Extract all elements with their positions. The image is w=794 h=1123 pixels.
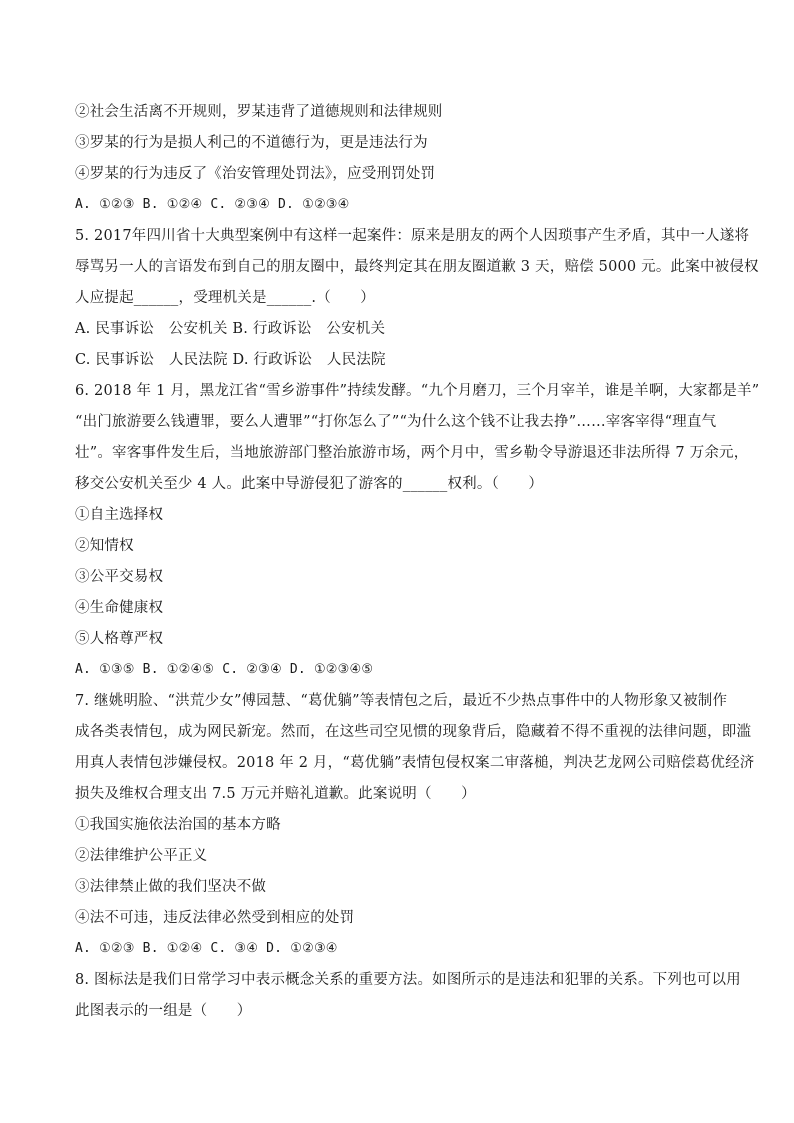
question-5-line-3: 人应提起______，受理机关是______.（ ）	[75, 290, 376, 306]
question-7-line-4: 损失及维权合理支出 7.5 万元并赔礼道歉。此案说明（ ）	[75, 786, 476, 802]
answer-options-q4: A. ①②③ B. ①②④ C. ②③④ D. ①②③④	[75, 197, 350, 212]
question-6-line-2: “出门旅游要么钱遭罪，要么人遭罪”“打你怎么了”“为什么这个钱不让我去挣”……宰客宰得“理直气	[75, 414, 717, 430]
answer-options-q5-ab: A. 民事诉讼 公安机关 B. 行政诉讼 公安机关	[75, 321, 386, 337]
question-8-line-2: 此图表示的一组是（ ）	[75, 1003, 252, 1019]
choice-1-q6: ①自主选择权	[75, 507, 164, 523]
choice-5-q6: ⑤人格尊严权	[75, 631, 164, 647]
question-7-line-2: 成各类表情包，成为网民新宠。然而，在这些司空见惯的现象背后，隐藏着不得不重视的法律问题，即滥	[75, 724, 752, 740]
question-7-line-1: 7. 继姚明脸、“洪荒少女”傅园慧、“葛优躺”等表情包之后，最近不少热点事件中的人物形象又被制作	[75, 693, 728, 709]
choice-3-q7: ③法律禁止做的我们坚决不做	[75, 879, 267, 895]
question-6-line-3: 壮”。宰客事件发生后，当地旅游部门整治旅游市场，两个月中，雪乡勒令导游退还非法所得 7 万余元，	[75, 445, 749, 461]
question-7-line-3: 用真人表情包涉嫌侵权。2018 年 2 月，“葛优躺”表情包侵权案二审落槌，判决艺龙网公司赔偿葛优经济	[75, 755, 755, 771]
choice-1-q7: ①我国实施依法治国的基本方略	[75, 817, 281, 833]
answer-options-q6: A. ①③⑤ B. ①②④⑤ C. ②③④ D. ①②③④⑤	[75, 662, 374, 677]
question-6-line-4: 移交公安机关至少 4 人。此案中导游侵犯了游客的______权利。（ ）	[75, 476, 544, 492]
choice-2-q6: ②知情权	[75, 538, 134, 554]
statement-2: ②社会生活离不开规则，罗某违背了道德规则和法律规则	[75, 104, 443, 120]
statement-3: ③罗某的行为是损人利己的不道德行为，更是违法行为	[75, 135, 428, 151]
statement-4: ④罗某的行为违反了《治安管理处罚法》，应受刑罚处罚	[75, 166, 436, 182]
question-5-line-2: 辱骂另一人的言语发布到自己的朋友圈中，最终判定其在朋友圈道歉 3 天，赔偿 5000 元。此案中被侵权	[75, 259, 759, 275]
choice-4-q7: ④法不可违，违反法律必然受到相应的处罚	[75, 910, 355, 926]
choice-2-q7: ②法律维护公平正义	[75, 848, 208, 864]
answer-options-q7: A. ①②③ B. ①②④ C. ③④ D. ①②③④	[75, 941, 338, 956]
question-5-line-1: 5. 2017年四川省十大典型案例中有这样一起案件：原来是朋友的两个人因琐事产生矛盾，其中一人遂将	[75, 228, 750, 244]
answer-options-q5-cd: C. 民事诉讼 人民法院 D. 行政诉讼 人民法院	[75, 352, 386, 368]
choice-3-q6: ③公平交易权	[75, 569, 164, 585]
question-8-line-1: 8. 图标法是我们日常学习中表示概念关系的重要方法。如图所示的是违法和犯罪的关系。下列也可以用	[75, 972, 741, 988]
choice-4-q6: ④生命健康权	[75, 600, 164, 616]
question-6-line-1: 6. 2018 年 1 月，黑龙江省“雪乡游事件”持续发酵。“九个月磨刀，三个月宰羊，谁是羊啊，大家都是羊”	[75, 383, 760, 399]
